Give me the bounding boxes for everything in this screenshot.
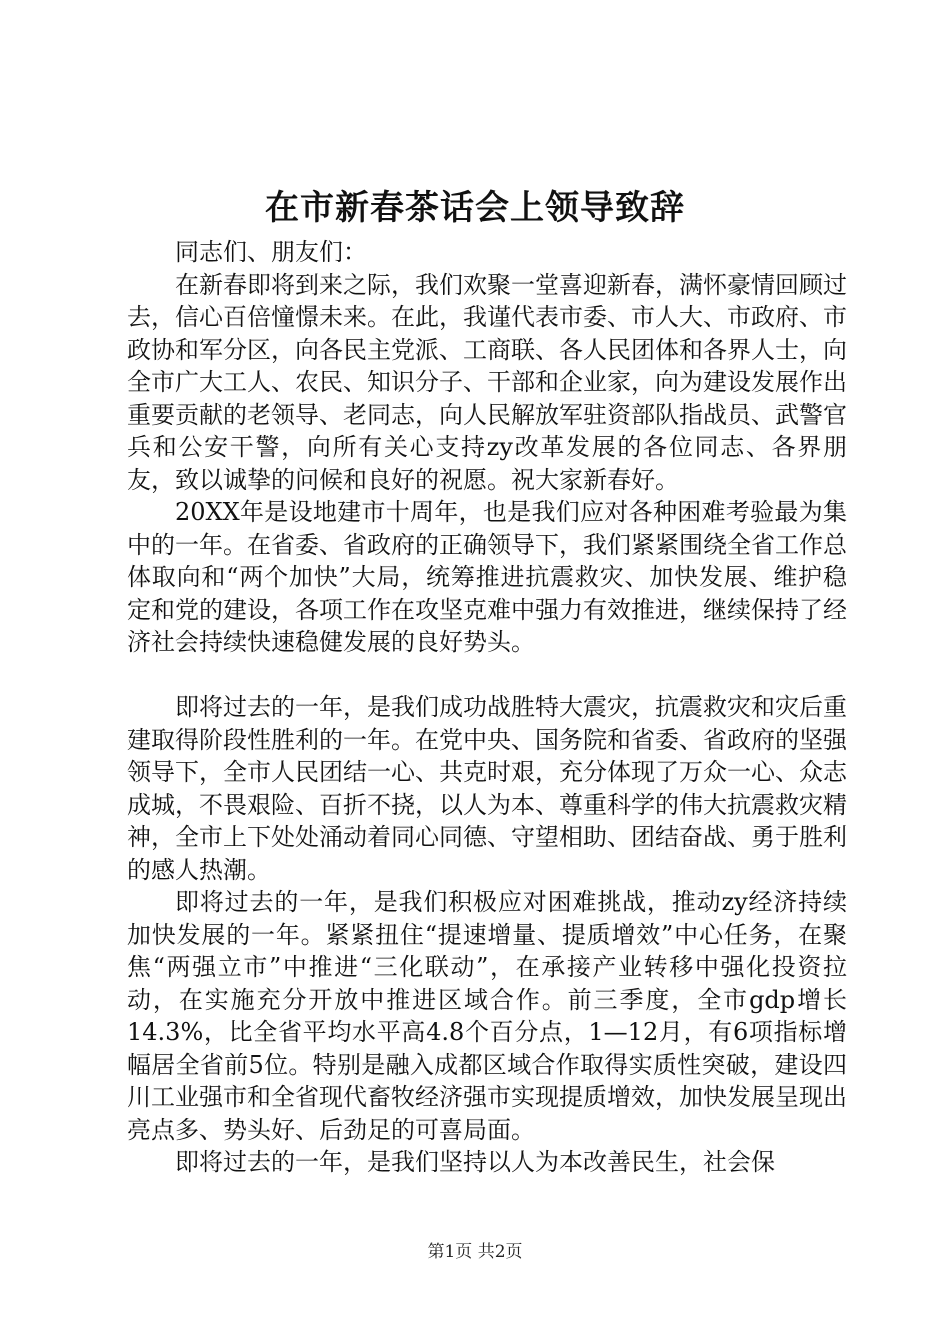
page-number-footer: 第1页 共2页 [427,1242,523,1262]
paragraph-economic-development: 即将过去的一年，是我们积极应对困难挑战，推动zy经济持续加快发展的一年。紧紧扭住“提速增量、提质增效”中心任务，在聚焦“两强立市”中推进“三化联动”，在承接产业转移中强化投资拉动，在实施充分开放中推进区域合作。前三季度，全市gdp增长14.3%，比全省平均水平高4.8个百分点，1—12月，有6项指标增幅居全省前5位。特别是融入成都区域合作取得实质性突破，建设四川工业强市和全省现代畜牧经济强市实现提质增效，加快发展呈现出亮点多、势头好、后劲足的可喜局面。 [127,888,847,1144]
paragraph-greeting: 在新春即将到来之际，我们欢聚一堂喜迎新春，满怀豪情回顾过去，信心百倍憧憬未来。在此，我谨代表市委、市人大、市政府、市政协和军分区，向各民主党派、工商联、各人民团体和各界人士，向全市广大工人、农民、知识分子、干部和企业家，向为建设发展作出重要贡献的老领导、老同志，向人民解放军驻资部队指战员、武警官兵和公安干警，向所有关心支持zy改革发展的各位同志、各界朋友，致以诚挚的问候和良好的祝愿。祝大家新春好。 [127,270,847,494]
paragraph-year-review: 20XX年是设地建市十周年，也是我们应对各种困难考验最为集中的一年。在省委、省政府的正确领导下，我们紧紧围绕全省工作总体取向和“两个加快”大局，统筹推进抗震救灾、加快发展、维护稳定和党的建设，各项工作在攻坚克难中强力有效推进，继续保持了经济社会持续快速稳健发展的良好势头。 [127,498,847,656]
paragraph-earthquake-relief: 即将过去的一年，是我们成功战胜特大震灾，抗震救灾和灾后重建取得阶段性胜利的一年。在党中央、国务院和省委、省政府的坚强领导下，全市人民团结一心、共克时艰，充分体现了万众一心、众志成城，不畏艰险、百折不挠，以人为本、尊重科学的伟大抗震救灾精神，全市上下处处涌动着同心同德、守望相助、团结奋战、勇于胜利的感人热潮。 [127,693,847,884]
document-body [127,236,847,1179]
paragraph-livelihood: 即将过去的一年，是我们坚持以人为本改善民生，社会保 [175,1148,775,1176]
document-title: 在市新春茶话会上领导致辞 [265,188,685,228]
salutation: 同志们、朋友们： [175,238,367,266]
